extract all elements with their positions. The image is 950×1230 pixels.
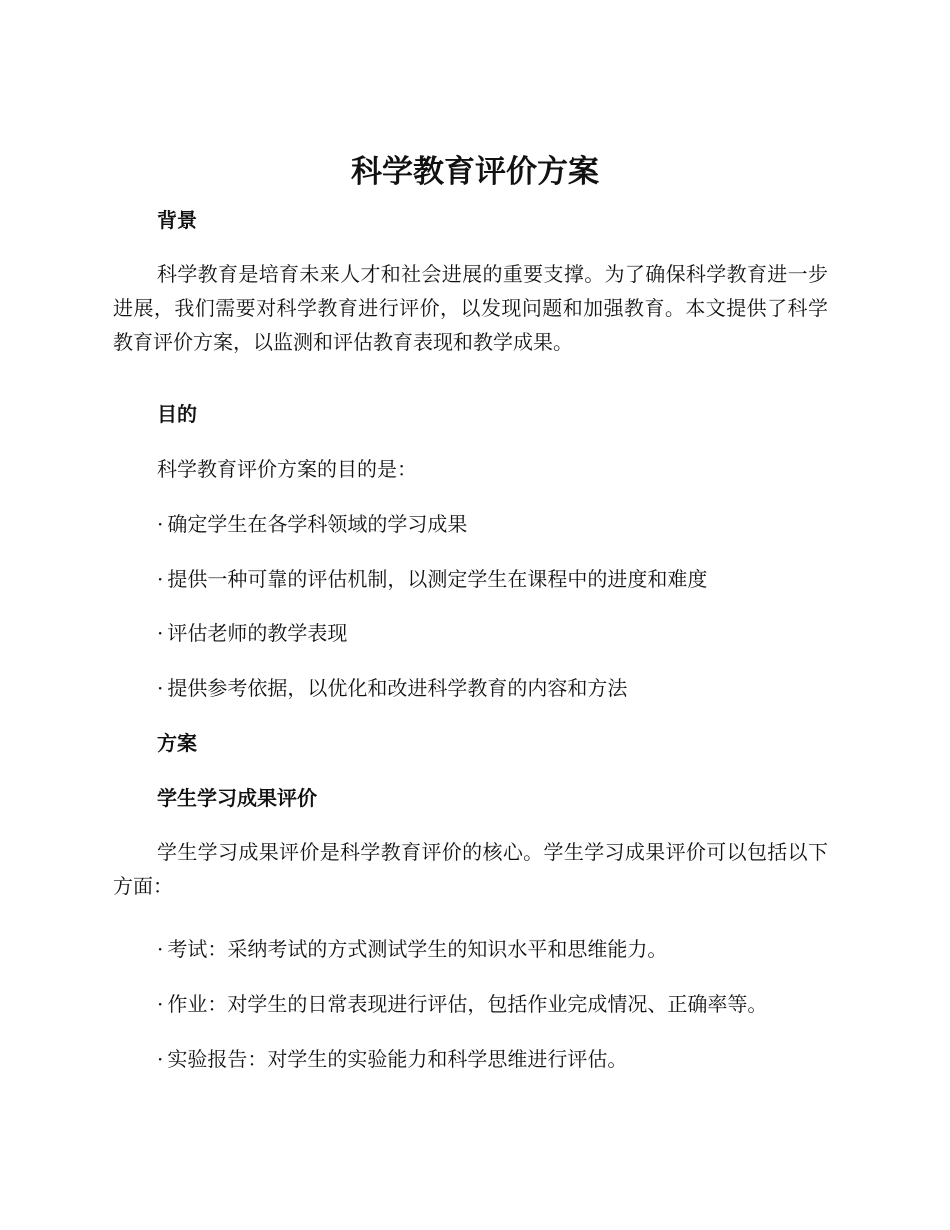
bullet-marker: ·	[157, 937, 164, 961]
plan-item-text: 作业：对学生的日常表现进行评估，包括作业完成情况、正确率等。	[167, 992, 768, 1016]
purpose-list-item	[157, 564, 707, 594]
purpose-item-text: 确定学生在各学科领域的学习成果	[167, 512, 468, 536]
heading-purpose: 目的	[157, 402, 197, 426]
bullet-marker: ·	[157, 1047, 164, 1071]
plan-list-item	[157, 934, 667, 964]
plan-list-item	[157, 989, 767, 1019]
purpose-intro: 科学教育评价方案的目的是：	[157, 457, 417, 481]
bullet-marker: ·	[157, 567, 164, 591]
purpose-list-item	[157, 618, 347, 648]
purpose-item-text: 提供一种可靠的评估机制，以测定学生在课程中的进度和难度	[167, 567, 708, 591]
purpose-list-item	[157, 509, 467, 539]
background-paragraph: 科学教育是培育未来人才和社会进展的重要支撑。为了确保科学教育进一步进展，我们需要对科学教育进行评价，以发现问题和加强教育。本文提供了科学教育评价方案，以监测和评估教育表现和教学成果。	[113, 262, 828, 354]
plan-item-text: 实验报告：对学生的实验能力和科学思维进行评估。	[167, 1047, 628, 1071]
bullet-marker: ·	[157, 621, 164, 645]
bullet-marker: ·	[157, 992, 164, 1016]
heading-background: 背景	[157, 208, 197, 232]
purpose-item-text: 评估老师的教学表现	[167, 621, 348, 645]
plan-item-text: 考试：采纳考试的方式测试学生的知识水平和思维能力。	[167, 937, 668, 961]
document-title: 科学教育评价方案	[351, 154, 599, 190]
plan-list-item	[157, 1044, 627, 1074]
bullet-marker: ·	[157, 676, 164, 700]
heading-plan: 方案	[157, 731, 197, 755]
purpose-item-text: 提供参考依据，以优化和改进科学教育的内容和方法	[167, 676, 628, 700]
plan-paragraph: 学生学习成果评价是科学教育评价的核心。学生学习成果评价可以包括以下方面：	[113, 840, 828, 898]
purpose-list-item	[157, 673, 627, 703]
subheading-student-outcomes: 学生学习成果评价	[157, 786, 317, 810]
bullet-marker: ·	[157, 512, 164, 536]
